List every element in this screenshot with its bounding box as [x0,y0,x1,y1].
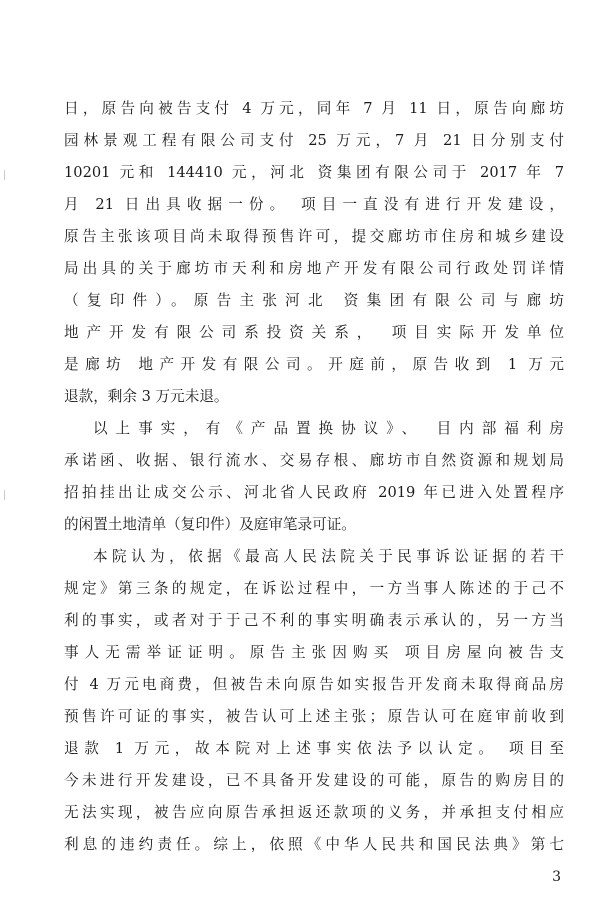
text-line: 利息的违约责任。综上，依照《中华人民共和国民法典》第七 [64,836,564,853]
page-number: 3 [552,869,561,885]
text-line: 日，原告向被告支付 4 万元，同年 7 月 11 日，原告向廊坊 [64,100,564,117]
text-line: 的闲置土地清单（复印件）及庭审笔录可证。 [64,516,356,533]
text-line: 局出具的关于廊坊市天利和房地产开发有限公司行政处罚详情 [64,260,564,277]
text-line: 地产开发有限公司系投资关系， 项目实际开发单位 [64,324,564,341]
text-line: 规定》第三条的规定，在诉讼过程中，一方当事人陈述的于己不 [64,580,564,597]
text-line: 事人无需举证证明。原告主张因购买 项目房屋向被告支 [64,644,564,661]
text-line: 利的事实，或者对于于己不利的事实明确表示承认的，另一方当 [64,612,564,629]
text-line: 退款 1 万元，故本院对上述事实依法予以认定。 项目至 [64,740,564,757]
text-line: （复印件）。原告主张河北 资集团有限公司与廊坊 [64,292,564,309]
text-line: 承诺函、收据、银行流水、交易存根、廊坊市自然资源和规划局 [64,452,564,469]
paragraph-start-line: 本院认为，依据《最高人民法院关于民事诉讼证据的若干 [93,548,564,565]
text-line: 付 4 万元电商费，但被告未向原告如实报告开发商未取得商品房 [64,676,564,693]
text-line: 原告主张该项目尚未取得预售许可，提交廊坊市住房和城乡建设 [64,228,564,245]
text-line: 招拍挂出让成交公示、河北省人民政府 2019 年已进入处置程序 [64,484,564,501]
margin-mark [4,170,8,180]
text-line: 园林景观工程有限公司支付 25 万元，7 月 21 日分别支付 [64,132,564,149]
text-line: 今未进行开发建设，已不具备开发建设的可能，原告的购房目的 [64,772,564,789]
text-line: 预售许可证的事实，被告认可上述主张；原告认可在庭审前收到 [64,708,564,725]
margin-mark [4,490,8,500]
text-line: 无法实现，被告应向原告承担返还款项的义务，并承担支付相应 [64,804,564,821]
text-line: 退款，剩余 3 万元未退。 [64,388,229,405]
text-line: 是廊坊 地产开发有限公司。开庭前，原告收到 1 万元 [64,356,564,373]
text-line: 10201 元和 144410 元，河北 资集团有限公司于 2017 年 7 [64,164,564,181]
text-line: 月 21 日出具收据一份。 项目一直没有进行开发建设， [64,196,564,213]
paragraph-start-line: 以上事实，有《产品置换协议》、 目内部福利房 [93,420,564,437]
